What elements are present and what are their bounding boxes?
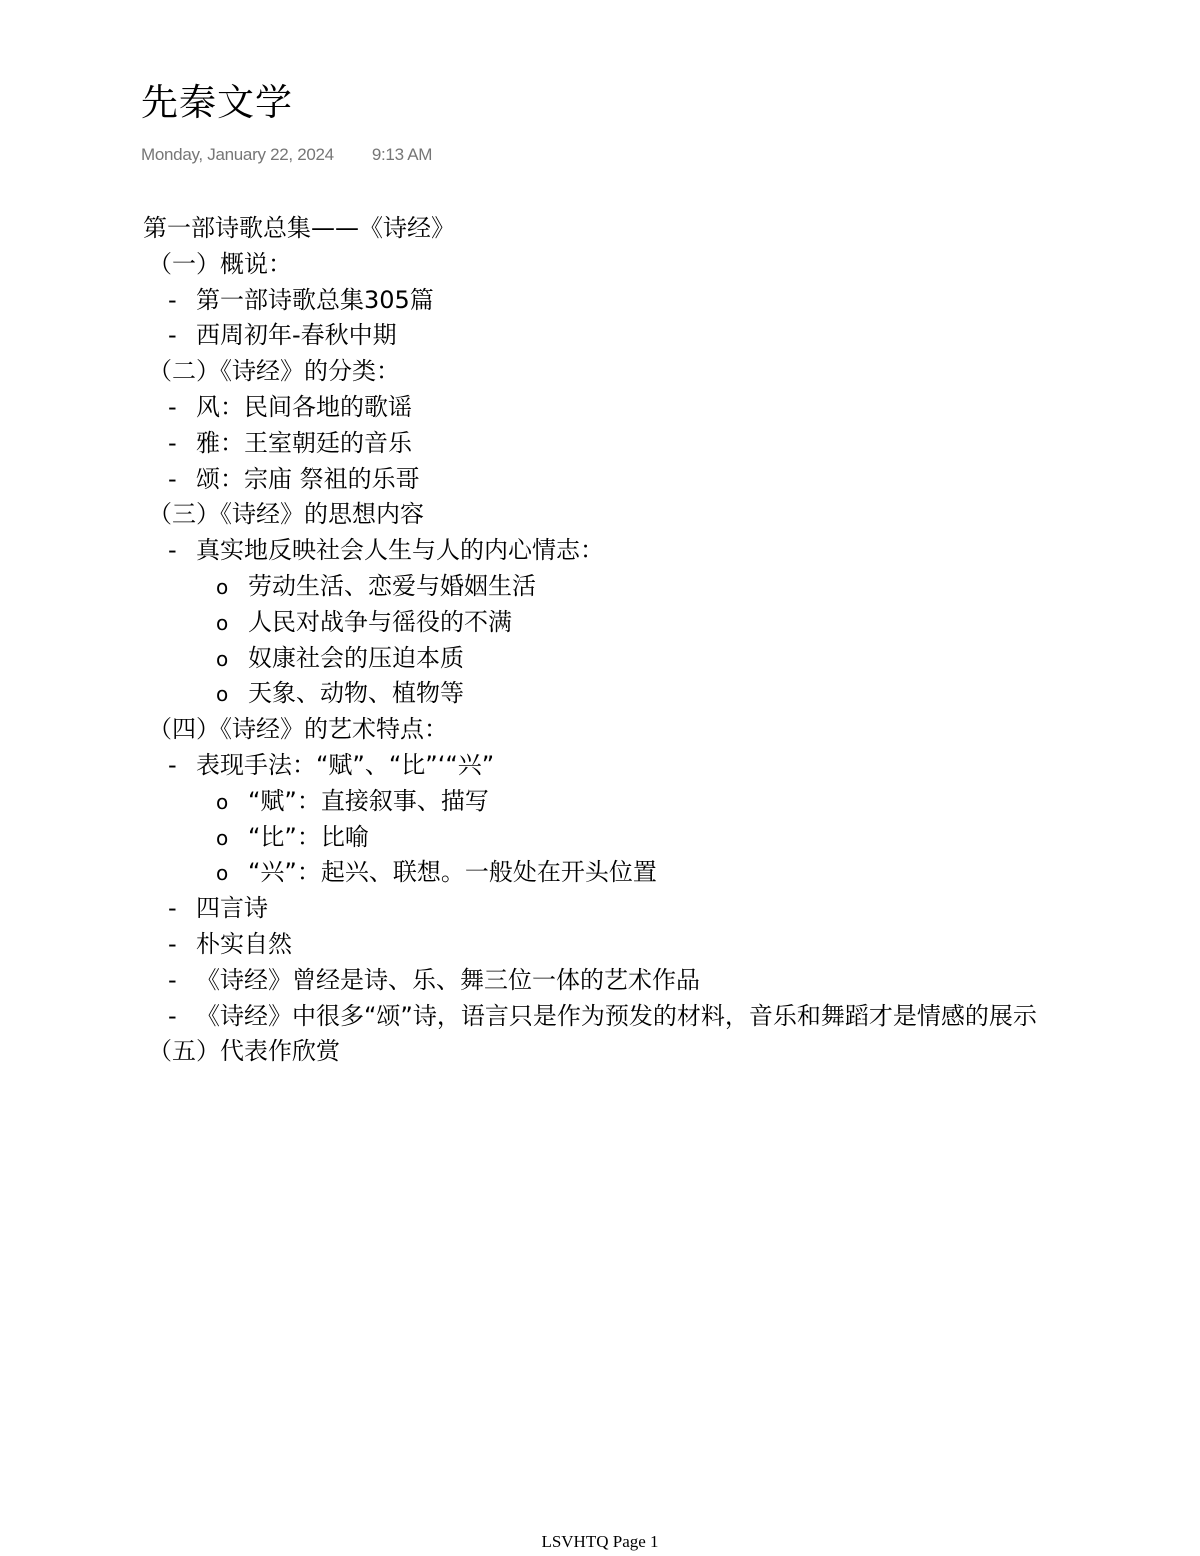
section-heading bbox=[143, 1034, 1193, 1070]
bullet-marker: o bbox=[216, 610, 229, 635]
list-item bbox=[143, 927, 1193, 963]
page-date: Monday, January 22, 2024 bbox=[141, 145, 334, 164]
list-item bbox=[143, 641, 1193, 677]
dash-marker: - bbox=[168, 750, 177, 779]
dash-marker: - bbox=[168, 321, 177, 350]
section-heading bbox=[143, 211, 1193, 247]
bullet-marker: o bbox=[216, 789, 229, 814]
list-item bbox=[143, 318, 1193, 354]
line-text: （一）概说： bbox=[148, 249, 292, 278]
line-text: （四）《诗经》的艺术特点： bbox=[148, 715, 448, 744]
list-item bbox=[143, 820, 1193, 856]
list-item bbox=[143, 963, 1193, 999]
dash-marker: - bbox=[168, 894, 177, 923]
list-item bbox=[143, 855, 1193, 891]
line-text: 朴实自然 bbox=[196, 929, 292, 958]
line-text: 四言诗 bbox=[196, 894, 268, 923]
page-time: 9:13 AM bbox=[371, 145, 433, 164]
page-footer: LSVHTQ Page 1 bbox=[541, 1532, 659, 1551]
line-text: 西周初年-春秋中期 bbox=[196, 321, 397, 350]
line-text: 天象、动物、植物等 bbox=[248, 679, 464, 708]
line-text: 奴康社会的压迫本质 bbox=[248, 643, 464, 672]
dash-marker: - bbox=[168, 464, 177, 493]
list-item bbox=[143, 676, 1193, 712]
dash-marker: - bbox=[168, 536, 177, 565]
dash-marker: - bbox=[168, 965, 177, 994]
bullet-marker: o bbox=[216, 682, 229, 707]
page-timestamp bbox=[141, 143, 432, 167]
line-text: 表现手法：“赋”、“比”‘“兴” bbox=[196, 750, 495, 779]
line-text: 《诗经》曾经是诗、乐、舞三位一体的艺术作品 bbox=[196, 965, 700, 994]
section-heading bbox=[143, 354, 1193, 390]
note-body bbox=[143, 211, 1193, 1070]
line-text: 第一部诗歌总集——《诗经》 bbox=[143, 214, 455, 242]
bullet-marker: o bbox=[216, 825, 229, 850]
list-item bbox=[143, 283, 1193, 319]
list-item bbox=[143, 891, 1193, 927]
list-item bbox=[143, 999, 1193, 1035]
line-text: 真实地反映社会人生与人的内心情志： bbox=[196, 536, 604, 565]
line-text: “赋”：直接叙事、描写 bbox=[248, 786, 489, 815]
list-item bbox=[143, 784, 1193, 820]
list-item bbox=[143, 533, 1193, 569]
list-item bbox=[143, 569, 1193, 605]
dash-marker: - bbox=[168, 929, 177, 958]
line-text: （三）《诗经》的思想内容 bbox=[148, 500, 424, 529]
section-heading bbox=[143, 712, 1193, 748]
bullet-marker: o bbox=[216, 646, 229, 671]
line-text: 风：民间各地的歌谣 bbox=[196, 392, 412, 421]
page-title: 先秦文学 bbox=[141, 81, 293, 124]
line-text: 人民对战争与徭役的不满 bbox=[248, 607, 512, 636]
list-item bbox=[143, 426, 1193, 462]
line-text: “兴”：起兴、联想。一般处在开头位置 bbox=[248, 858, 657, 887]
list-item bbox=[143, 748, 1193, 784]
dash-marker: - bbox=[168, 428, 177, 457]
list-item bbox=[143, 605, 1193, 641]
line-text: 《诗经》中很多“颂”诗，语言只是作为预发的材料，音乐和舞蹈才是情感的展示 bbox=[196, 1001, 1037, 1030]
line-text: （五）代表作欣赏 bbox=[148, 1037, 340, 1066]
dash-marker: - bbox=[168, 285, 177, 314]
dash-marker: - bbox=[168, 392, 177, 421]
bullet-marker: o bbox=[216, 861, 229, 886]
line-text: 第一部诗歌总集305篇 bbox=[196, 285, 434, 314]
line-text: 颂：宗庙 祭祖的乐哥 bbox=[196, 464, 420, 493]
list-item bbox=[143, 462, 1193, 498]
line-text: “比”：比喻 bbox=[248, 822, 369, 851]
list-item bbox=[143, 390, 1193, 426]
section-heading bbox=[143, 497, 1193, 533]
bullet-marker: o bbox=[216, 574, 229, 599]
line-text: 雅：王室朝廷的音乐 bbox=[196, 428, 412, 457]
dash-marker: - bbox=[168, 1001, 177, 1030]
section-heading bbox=[143, 247, 1193, 283]
line-text: 劳动生活、恋爱与婚姻生活 bbox=[248, 571, 536, 600]
line-text: （二）《诗经》的分类： bbox=[148, 357, 400, 386]
